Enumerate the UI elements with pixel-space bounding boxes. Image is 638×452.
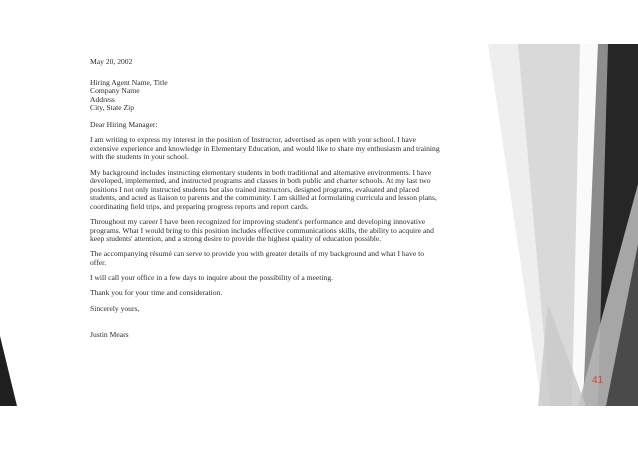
right-geometric-decoration xyxy=(488,44,638,406)
signature: Justin Mears xyxy=(90,330,129,340)
salutation: Dear Hiring Manager: xyxy=(90,119,158,129)
body-paragraph: I am writing to express my interest in the position of Instructor, advertised as open with your school. I have extensive experience and knowledge in Elementary Education, and would like to share my enthusiasm and training with the students in your school. xyxy=(90,135,440,162)
body-paragraph: Throughout my career I have been recognized for improving student's performance and developing innovative programs. What I would bring to this position includes effective communications skills, the ability to acquire and keep students' attention, and a strong desire to provide the highest quality of education possible. xyxy=(90,217,434,244)
recipient-line: Company Name xyxy=(90,86,140,96)
recipient-address xyxy=(90,79,440,113)
body-paragraph: Thank you for your time and consideration. xyxy=(90,288,223,298)
page-number: 41 xyxy=(592,375,604,386)
letter-date: May 20, 2002 xyxy=(90,57,133,66)
recipient-line: City, State Zip xyxy=(90,103,135,113)
closing: Sincerely yours, xyxy=(90,303,140,313)
slide xyxy=(0,44,638,406)
body-paragraph: My background includes instructing elementary students in both traditional and alternative environments. I have developed, implemented, and instructed programs and classes in both public and charter schools. At my last two positions I not only instructed students but also trained instructors, designed programs, evaluated and placed students, and acted as liaison to parents and the community. I am skilled at formulating curricula and lesson plans, coordinating field trips, and preparing progress reports and report cards. xyxy=(90,167,437,211)
cover-letter xyxy=(90,58,440,346)
left-corner-shard xyxy=(0,44,20,406)
body-paragraph: The accompanying résumé can serve to provide you with greater details of my background and what I have to offer. xyxy=(90,249,425,268)
recipient-line: Hiring Agent Name, Title xyxy=(90,77,168,87)
body-paragraph: I will call your office in a few days to inquire about the possibility of a meeting. xyxy=(90,273,334,283)
recipient-line: Address xyxy=(90,94,115,104)
